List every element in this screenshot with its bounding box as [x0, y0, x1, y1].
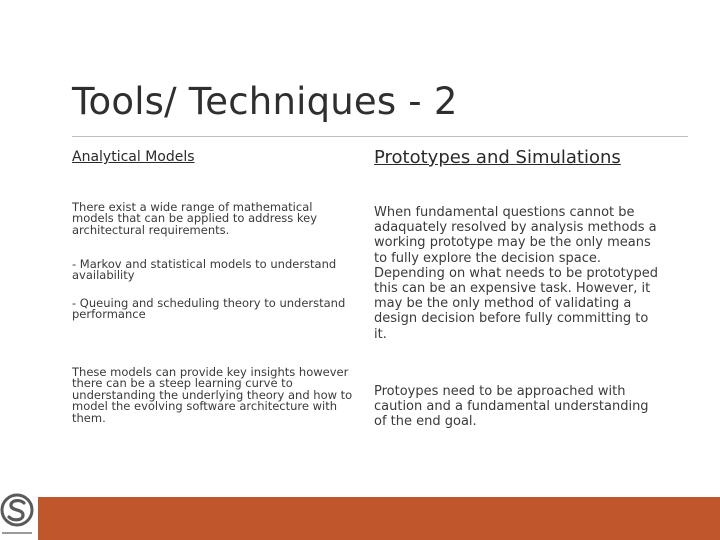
- prototypes-column: [374, 146, 664, 430]
- analytical-models-column: [72, 148, 354, 425]
- prototypes-heading: Prototypes and Simulations: [374, 147, 621, 168]
- title-divider: [72, 136, 688, 137]
- left-paragraph-2: - Markov and statistical models to understand availability: [72, 257, 337, 283]
- footer-bar: [0, 497, 720, 540]
- left-paragraph-3: - Queuing and scheduling theory to understand performance: [72, 296, 346, 322]
- right-paragraph-2: Protoypes need to be approached with caution and a fundamental understanding of the end goal.: [374, 384, 649, 430]
- left-paragraph-4: These models can provide key insights however there can be a steep learning curve to understanding the underlying theory and how to model the evolving software architecture with them.: [72, 365, 353, 425]
- left-paragraph-1: There exist a wide range of mathematical models that can be applied to address key architectural requirements.: [72, 200, 318, 237]
- analytical-models-heading: Analytical Models: [72, 149, 195, 165]
- slide-title: Tools/ Techniques - 2: [72, 80, 458, 123]
- right-paragraph-1: When fundamental questions cannot be adaquately resolved by analysis methods a working prototype may be the only means to fully explore the decision space. Depending on what needs to be prototyped this can be an expensive task. However, it may be the only method of validating a design decision before fully committing to it.: [374, 205, 658, 342]
- s-circle-logo-icon: [0, 488, 38, 540]
